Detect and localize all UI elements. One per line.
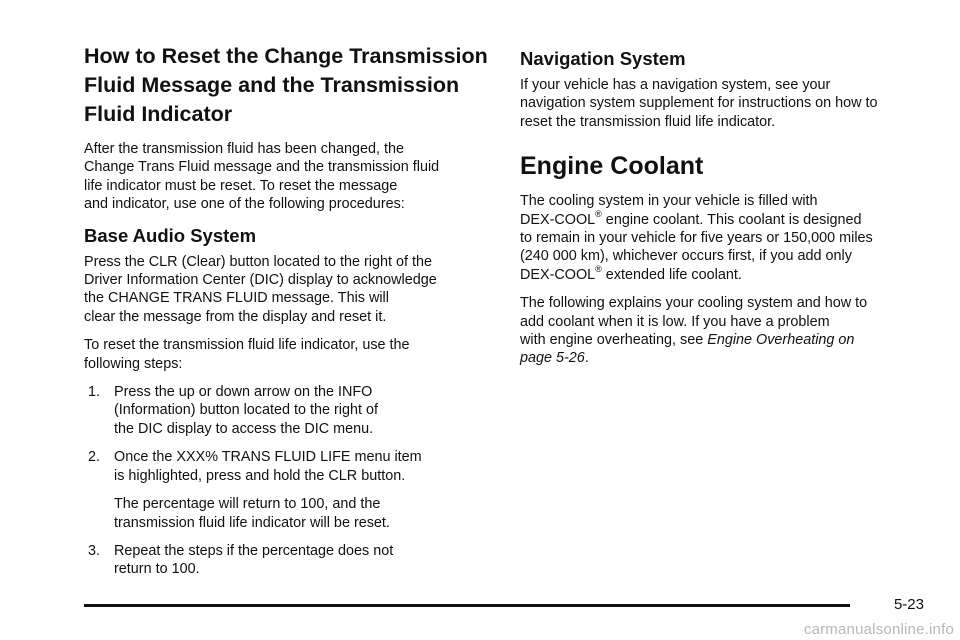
step-text: Once the XXX% TRANS FLUID LIFE menu item is highlighted, press and hold the CLR button. [114, 449, 422, 484]
coolant-text-c: extended life coolant. [601, 266, 742, 283]
right-column [520, 42, 930, 378]
coolant-p2-text-b: . [584, 350, 589, 367]
engine-coolant-paragraph-2 [520, 294, 930, 368]
step-number: 2. [88, 449, 101, 466]
navigation-system-title: Navigation System [520, 48, 686, 69]
registered-mark: ® [595, 208, 602, 219]
navigation-system-paragraph: If your vehicle has a navigation system, see your navigation system supplement for instructions on how to reset the transmission fluid life indicator. [520, 77, 878, 130]
list-item [84, 542, 494, 579]
step-text: Repeat the steps if the percentage does not return to 100. [114, 542, 394, 578]
base-audio-paragraph-1: Press the CLR (Clear) button located to the right of the Driver Information Center (DIC) display to acknowledge the CHANGE TRANS FLUID message. This will clear the message from the display and reset it. [84, 253, 437, 325]
left-column [84, 42, 494, 589]
step-note: The percentage will return to 100, and the transmission fluid life indicator will be reset. [114, 496, 390, 531]
base-audio-title: Base Audio System [84, 224, 257, 246]
list-item [84, 383, 494, 438]
base-audio-paragraph-2: To reset the transmission fluid life indicator, use the following steps: [84, 337, 410, 372]
registered-mark: ® [595, 264, 602, 275]
reset-intro-paragraph: After the transmission fluid has been changed, the Change Trans Fluid message and the transmission fluid life indicator must be reset. To reset the message and indicator, use one of the following procedures: [84, 141, 440, 213]
engine-overheating-reference[interactable]: Engine Overheating on page 5-26 [520, 332, 855, 367]
engine-coolant-title: Engine Coolant [520, 152, 704, 181]
coolant-p2-text-a: The following explains your cooling system and how to add coolant when it is low. If you have a problem with engine overheating, see [520, 295, 868, 349]
page-number: 5-23 [893, 596, 924, 613]
list-item [84, 448, 494, 532]
footer-divider [84, 604, 850, 607]
reset-steps-list [84, 383, 494, 579]
engine-coolant-paragraph-1 [520, 192, 930, 284]
coolant-text-a: The cooling system in your vehicle is filled with DEX-COOL [520, 193, 818, 228]
coolant-text-b: engine coolant. This coolant is designed to remain in your vehicle for five years or 150,000 miles (240 000 km), whichever occurs first, if you add only DEX-COOL [520, 211, 873, 283]
site-watermark: carmanualsonline.info [803, 621, 954, 638]
reset-section-title: How to Reset the Change Transmission Fluid Message and the Transmission Fluid Indicator [84, 44, 488, 126]
step-number: 3. [88, 542, 101, 559]
step-text: Press the up or down arrow on the INFO (Information) button located to the right of the DIC display to access the DIC menu. [114, 384, 378, 437]
step-number: 1. [88, 384, 101, 401]
